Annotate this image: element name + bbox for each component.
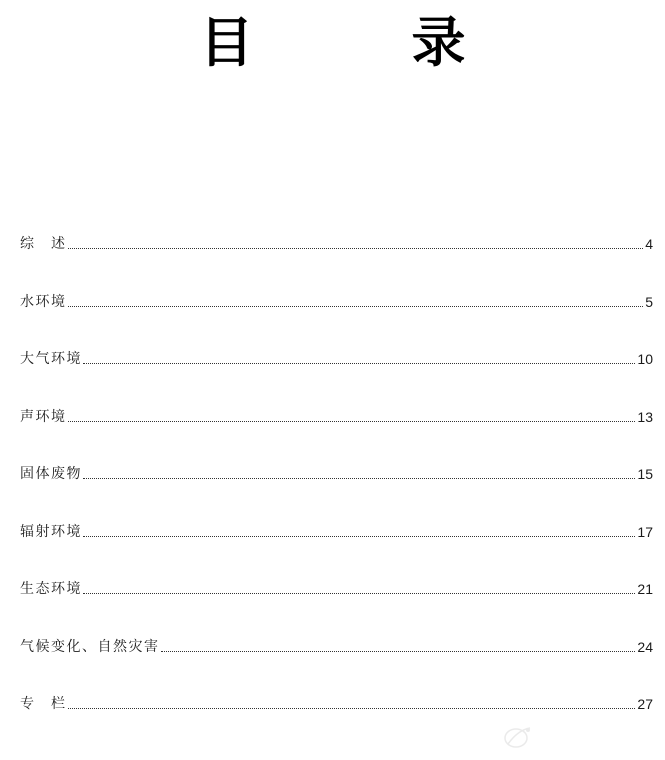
toc-entry-title: 水环境 — [20, 293, 67, 310]
toc-entry-title: 气候变化、自然灾害 — [20, 638, 160, 655]
toc-entry-overview[interactable] — [20, 229, 653, 254]
toc-entry-title: 专 栏 — [20, 696, 67, 712]
toc-entry-page-number: 5 — [645, 293, 653, 310]
toc-entry-radiation-environment[interactable] — [20, 517, 653, 542]
toc-entry-special-column[interactable] — [20, 689, 653, 714]
dot-leader — [68, 708, 636, 709]
toc-entry-title: 辐射环境 — [20, 523, 82, 540]
toc-entry-title: 声环境 — [20, 408, 67, 425]
toc-entry-title: 生态环境 — [20, 581, 82, 597]
dot-leader — [161, 651, 636, 652]
toc-entry-title: 大气环境 — [20, 351, 82, 367]
dot-leader — [83, 536, 635, 537]
watermark-logo-icon — [498, 722, 538, 752]
toc-entry-ecological-environment[interactable] — [20, 574, 653, 599]
dot-leader — [83, 363, 635, 364]
toc-entry-water-environment[interactable] — [20, 287, 653, 312]
toc-entry-page-number: 15 — [637, 466, 653, 482]
toc-entry-climate-natural-disasters[interactable] — [20, 632, 653, 657]
toc-entry-air-environment[interactable] — [20, 344, 653, 369]
toc-entry-title: 固体废物 — [20, 466, 82, 482]
toc-entry-page-number: 24 — [637, 638, 653, 655]
page-title: 目 录 — [199, 10, 518, 74]
dot-leader — [83, 593, 635, 594]
dot-leader — [68, 421, 636, 422]
toc-entry-solid-waste[interactable] — [20, 459, 653, 484]
toc-entry-page-number: 21 — [637, 581, 653, 597]
toc-entry-page-number: 4 — [645, 236, 653, 252]
toc-entry-page-number: 27 — [637, 696, 653, 712]
toc-entry-page-number: 17 — [637, 523, 653, 540]
toc-entry-page-number: 10 — [637, 351, 653, 367]
toc-entry-title: 综 述 — [20, 236, 67, 252]
toc-entry-page-number: 13 — [637, 408, 653, 425]
table-of-contents — [20, 229, 653, 747]
dot-leader — [83, 478, 635, 479]
dot-leader — [68, 306, 644, 307]
toc-entry-acoustic-environment[interactable] — [20, 402, 653, 427]
dot-leader — [68, 248, 644, 249]
